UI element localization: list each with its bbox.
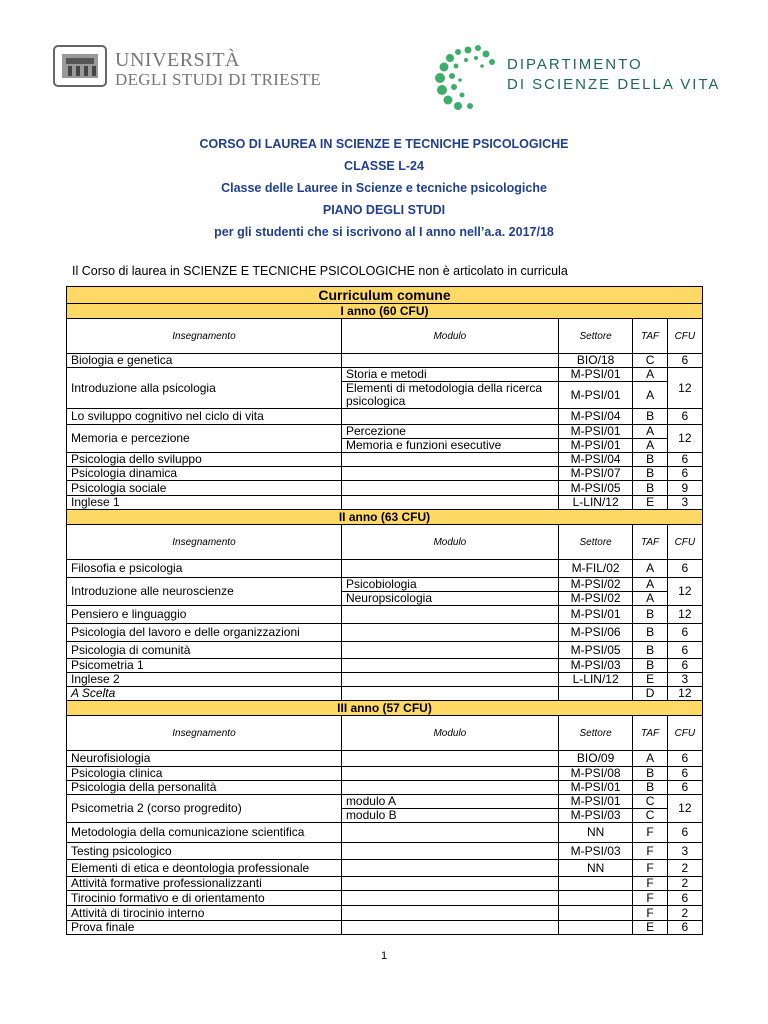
course-name: Psicologia sociale <box>67 481 342 496</box>
table-row <box>67 877 703 891</box>
module-name <box>341 409 558 425</box>
sector-code <box>558 687 633 701</box>
table-row <box>67 409 703 425</box>
sector-code: M-PSI/01 <box>558 382 633 409</box>
table-row <box>67 843 703 860</box>
sector-code: M-PSI/04 <box>558 453 633 467</box>
cfu-value: 6 <box>667 467 702 481</box>
table-row <box>67 906 703 921</box>
course-name: Filosofia e psicologia <box>67 560 342 578</box>
sector-code: BIO/18 <box>558 354 633 368</box>
table-row <box>67 659 703 673</box>
table-row <box>67 624 703 642</box>
module-name: Neuropsicologia <box>341 592 558 606</box>
taf-code: B <box>633 467 667 481</box>
course-name: Psicologia dinamica <box>67 467 342 481</box>
taf-code: C <box>633 809 667 823</box>
taf-code: F <box>633 891 667 906</box>
course-name: Metodologia della comunicazione scientifica <box>67 823 342 843</box>
module-name <box>341 877 558 891</box>
cfu-value: 6 <box>667 751 702 767</box>
table-row <box>67 368 703 382</box>
course-name: Introduzione alla psicologia <box>67 368 342 409</box>
cfu-value: 6 <box>667 781 702 795</box>
sector-code: BIO/09 <box>558 751 633 767</box>
column-header-module: Modulo <box>341 525 558 560</box>
sector-code: M-PSI/02 <box>558 592 633 606</box>
module-name: Memoria e funzioni esecutive <box>341 439 558 453</box>
taf-code: B <box>633 642 667 659</box>
module-name <box>341 642 558 659</box>
sector-code: M-PSI/03 <box>558 843 633 860</box>
taf-code: E <box>633 673 667 687</box>
table-row <box>67 781 703 795</box>
table-row <box>67 921 703 935</box>
taf-code: B <box>633 781 667 795</box>
document-titles <box>0 136 768 246</box>
course-title: CORSO DI LAUREA IN SCIENZE E TECNICHE PSICOLOGICHE <box>199 137 569 151</box>
taf-code: A <box>633 560 667 578</box>
taf-code: F <box>633 860 667 877</box>
sector-code: M-PSI/05 <box>558 481 633 496</box>
cfu-value: 6 <box>667 767 702 781</box>
module-name <box>341 606 558 624</box>
year-header: III anno (57 CFU) <box>67 701 703 716</box>
table-row <box>67 751 703 767</box>
module-name <box>341 673 558 687</box>
table-row <box>67 767 703 781</box>
sector-code: M-PSI/01 <box>558 606 633 624</box>
taf-code: A <box>633 439 667 453</box>
column-header-sector: Settore <box>558 716 633 751</box>
taf-code: A <box>633 751 667 767</box>
column-header-sector: Settore <box>558 525 633 560</box>
taf-code: A <box>633 382 667 409</box>
cfu-value: 3 <box>667 673 702 687</box>
column-header-cfu: CFU <box>667 319 702 354</box>
document-header <box>0 0 768 125</box>
course-name: Biologia e genetica <box>67 354 342 368</box>
course-name: Memoria e percezione <box>67 425 342 453</box>
taf-code: B <box>633 606 667 624</box>
table-row <box>67 606 703 624</box>
class-description: Classe delle Lauree in Scienze e tecniche psicologiche <box>221 181 547 195</box>
curriculum-banner: Curriculum comune <box>67 287 703 304</box>
module-name <box>341 659 558 673</box>
taf-code: F <box>633 843 667 860</box>
module-name <box>341 843 558 860</box>
taf-code: F <box>633 823 667 843</box>
cfu-value: 6 <box>667 921 702 935</box>
column-header-cfu: CFU <box>667 716 702 751</box>
sector-code: M-PSI/06 <box>558 624 633 642</box>
taf-code: B <box>633 659 667 673</box>
sector-code: M-PSI/01 <box>558 439 633 453</box>
course-name: Psicometria 1 <box>67 659 342 673</box>
table-row <box>67 481 703 496</box>
taf-code: E <box>633 921 667 935</box>
sector-code: M-PSI/02 <box>558 578 633 592</box>
module-name <box>341 823 558 843</box>
course-name: Attività di tirocinio interno <box>67 906 342 921</box>
module-name: Psicobiologia <box>341 578 558 592</box>
course-name: Psicologia di comunità <box>67 642 342 659</box>
department-name-line1: DIPARTIMENTO <box>507 56 643 73</box>
university-name <box>115 50 321 90</box>
course-name: Testing psicologico <box>67 843 342 860</box>
cfu-value: 6 <box>667 409 702 425</box>
sector-code: M-PSI/03 <box>558 809 633 823</box>
cfu-value: 9 <box>667 481 702 496</box>
module-name: Storia e metodi <box>341 368 558 382</box>
cfu-value: 6 <box>667 560 702 578</box>
module-name <box>341 906 558 921</box>
column-header-course: Insegnamento <box>67 525 342 560</box>
sector-code: M-PSI/04 <box>558 409 633 425</box>
module-name <box>341 767 558 781</box>
sector-code <box>558 906 633 921</box>
column-header-taf: TAF <box>633 716 667 751</box>
cfu-value: 12 <box>667 368 702 409</box>
taf-code: F <box>633 877 667 891</box>
course-name: Lo sviluppo cognitivo nel ciclo di vita <box>67 409 342 425</box>
module-name <box>341 467 558 481</box>
sector-code: M-PSI/01 <box>558 781 633 795</box>
sector-code: M-PSI/03 <box>558 659 633 673</box>
sector-code: M-PSI/08 <box>558 767 633 781</box>
module-name <box>341 891 558 906</box>
table-row <box>67 823 703 843</box>
course-name: Psicometria 2 (corso progredito) <box>67 795 342 823</box>
table-row <box>67 687 703 701</box>
cfu-value: 12 <box>667 795 702 823</box>
module-name <box>341 560 558 578</box>
plan-title: PIANO DEGLI STUDI <box>322 203 446 217</box>
module-name <box>341 687 558 701</box>
sector-code: M-PSI/01 <box>558 795 633 809</box>
sector-code: M-PSI/01 <box>558 368 633 382</box>
table-row <box>67 453 703 467</box>
cfu-value: 2 <box>667 906 702 921</box>
page-number: 1 <box>380 950 388 962</box>
course-name: Pensiero e linguaggio <box>67 606 342 624</box>
module-name: modulo B <box>341 809 558 823</box>
year-header: I anno (60 CFU) <box>67 304 703 319</box>
cfu-value: 6 <box>667 354 702 368</box>
taf-code: A <box>633 425 667 439</box>
cfu-value: 6 <box>667 659 702 673</box>
study-plan-table <box>66 286 703 935</box>
cfu-value: 3 <box>667 496 702 510</box>
sector-code: M-PSI/07 <box>558 467 633 481</box>
cfu-value: 6 <box>667 624 702 642</box>
table-row <box>67 673 703 687</box>
course-name: Elementi di etica e deontologia professionale <box>67 860 342 877</box>
column-header-taf: TAF <box>633 319 667 354</box>
table-row <box>67 891 703 906</box>
sector-code: M-FIL/02 <box>558 560 633 578</box>
cfu-value: 12 <box>667 425 702 453</box>
column-header-sector: Settore <box>558 319 633 354</box>
module-name <box>341 860 558 877</box>
table-row <box>67 860 703 877</box>
course-name: Inglese 1 <box>67 496 342 510</box>
taf-code: A <box>633 368 667 382</box>
table-row <box>67 795 703 809</box>
sector-code <box>558 877 633 891</box>
cfu-value: 12 <box>667 606 702 624</box>
table-row <box>67 425 703 439</box>
taf-code: A <box>633 592 667 606</box>
course-name: Psicologia dello sviluppo <box>67 453 342 467</box>
column-header-course: Insegnamento <box>67 716 342 751</box>
department-logo-icon <box>430 40 506 112</box>
module-name <box>341 921 558 935</box>
table-row <box>67 560 703 578</box>
course-name: Introduzione alle neuroscienze <box>67 578 342 606</box>
module-name: modulo A <box>341 795 558 809</box>
sector-code: M-PSI/05 <box>558 642 633 659</box>
taf-code: B <box>633 481 667 496</box>
cfu-value: 12 <box>667 687 702 701</box>
module-name <box>341 354 558 368</box>
cfu-value: 3 <box>667 843 702 860</box>
taf-code: B <box>633 624 667 642</box>
column-header-cfu: CFU <box>667 525 702 560</box>
module-name <box>341 453 558 467</box>
course-name: Neurofisiologia <box>67 751 342 767</box>
taf-code: F <box>633 906 667 921</box>
cfu-value: 6 <box>667 823 702 843</box>
table-row <box>67 467 703 481</box>
column-header-module: Modulo <box>341 319 558 354</box>
sector-code <box>558 891 633 906</box>
plan-subtitle: per gli studenti che si iscrivono al I anno nell’a.a. 2017/18 <box>214 225 554 239</box>
taf-code: B <box>633 453 667 467</box>
module-name <box>341 624 558 642</box>
cfu-value: 6 <box>667 453 702 467</box>
cfu-value: 6 <box>667 642 702 659</box>
taf-code: B <box>633 767 667 781</box>
course-name: Attività formative professionalizzanti <box>67 877 342 891</box>
sector-code: L-LIN/12 <box>558 673 633 687</box>
sector-code <box>558 921 633 935</box>
table-row <box>67 496 703 510</box>
department-name <box>507 55 720 95</box>
course-name: Psicologia della personalità <box>67 781 342 795</box>
module-name <box>341 496 558 510</box>
column-header-row <box>67 716 703 751</box>
taf-code: D <box>633 687 667 701</box>
column-header-course: Insegnamento <box>67 319 342 354</box>
class-code: CLASSE L-24 <box>344 159 424 173</box>
course-name: Prova finale <box>67 921 342 935</box>
cfu-value: 6 <box>667 891 702 906</box>
taf-code: A <box>633 578 667 592</box>
department-name-line2: DI SCIENZE DELLA VITA <box>507 76 721 93</box>
course-name: Psicologia clinica <box>67 767 342 781</box>
course-name: A Scelta <box>67 687 342 701</box>
taf-code: E <box>633 496 667 510</box>
course-name: Inglese 2 <box>67 673 342 687</box>
sector-code: M-PSI/01 <box>558 425 633 439</box>
module-name <box>341 781 558 795</box>
taf-code: B <box>633 409 667 425</box>
year-header: II anno (63 CFU) <box>67 510 703 525</box>
column-header-row <box>67 525 703 560</box>
module-name: Percezione <box>341 425 558 439</box>
sector-code: L-LIN/12 <box>558 496 633 510</box>
cfu-value: 2 <box>667 860 702 877</box>
table-row <box>67 354 703 368</box>
university-name-line1: UNIVERSITÀ <box>115 49 240 71</box>
module-name: Elementi di metodologia della ricerca psicologica <box>341 382 558 409</box>
column-header-module: Modulo <box>341 716 558 751</box>
column-header-row <box>67 319 703 354</box>
taf-code: C <box>633 354 667 368</box>
cfu-value: 12 <box>667 578 702 606</box>
sector-code: NN <box>558 823 633 843</box>
table-row <box>67 642 703 659</box>
module-name <box>341 481 558 496</box>
taf-code: C <box>633 795 667 809</box>
module-name <box>341 751 558 767</box>
table-row <box>67 578 703 592</box>
course-name: Tirocinio formativo e di orientamento <box>67 891 342 906</box>
column-header-taf: TAF <box>633 525 667 560</box>
university-name-line2: DEGLI STUDI DI TRIESTE <box>115 70 322 89</box>
sector-code: NN <box>558 860 633 877</box>
university-seal-icon <box>52 44 108 88</box>
course-name: Psicologia del lavoro e delle organizzazioni <box>67 624 342 642</box>
cfu-value: 2 <box>667 877 702 891</box>
intro-text: Il Corso di laurea in SCIENZE E TECNICHE PSICOLOGICHE non è articolato in curricula <box>72 264 568 278</box>
